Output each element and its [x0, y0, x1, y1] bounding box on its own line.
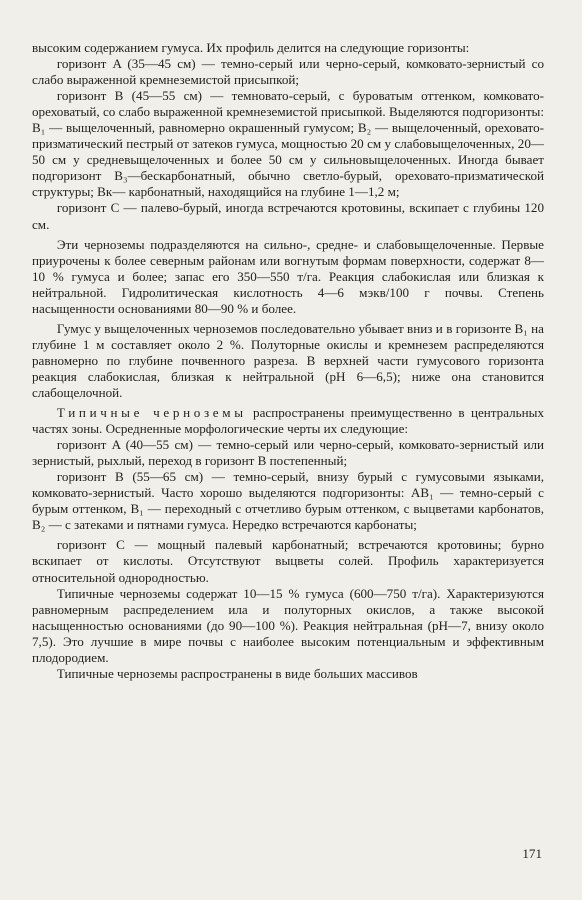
paragraph-typical-horizon-b: горизонт B (55—65 см) — темно-серый, внизу бурый с гумусовыми языками, комковато-зернистый. Часто хорошо выделяются подгоризонты: AB₁ — темно-серый с бурым оттенком, B₁ — переходный с отчетливо бурым оттенком, с выцветами карбонатов, B₂ — с затеками и пятнами гумуса. Нередко встречаются карбонаты; — [32, 469, 544, 533]
paragraph-typical-humus: Типичные черноземы содержат 10—15 % гумуса (600—750 т/га). Характеризуются равномерным распределением ила и полуторных окислов, а также высокой насыщенностью основаниями (до 90—100 %). Реакция нейтральная (pH—7, внизу около 7,5). Это лучшие в мире почвы с наиболее высоким потенциальным и эффективным плодородием. — [32, 585, 544, 665]
paragraph-horizon-a: горизонт A (35—45 см) — темно-серый или черно-серый, комковато-зернистый со слабо выраженной кремнеземистой присыпкой; — [32, 56, 544, 88]
paragraph-subdivision: Эти черноземы подразделяются на сильно-, средне- и слабовыщелоченные. Первые приурочены к более северным районам или вогнутым формам поверхности, содержат 8—10 % гумуса и более; запас его 350—550 т/га. Реакция слабокислая или близкая к нейтральной. Гидролитическая кислотность 4—6 мэкв/100 г почвы. Степень насыщенности основаниями 80—90 % и более. — [32, 236, 544, 316]
paragraph-typical-horizon-a: горизонт A (40—55 см) — темно-серый или черно-серый, комковато-зернистый или зернистый, рыхлый, переход в горизонт B постепенный; — [32, 437, 544, 469]
paragraph-horizon-b: горизонт B (45—55 см) — темновато-серый, с буроватым оттенком, комковато-ореховатый, со слабо выраженной кремнеземистой присыпкой. Выделяются подгоризонты: B₁ — выщелоченный, равномерно окрашенный гумусом; B₂ — выщелоченный, ореховато-призматический пестрый от затеков гумуса, мощностью 20 см у слабовыщелоченных, 20—50 см у средневыщелоченных и более 50 см у сильновыщелоченных. Иногда бывает подгоризонт B₃—бескарбонатный, обычно светло-бурый, ореховато-призматической структуры; Bк— карбонатный, находящийся на глубине 1—1,2 м; — [32, 88, 544, 200]
paragraph-horizon-c: горизонт C — палево-бурый, иногда встречаются кротовины, вскипает с глубины 120 см. — [32, 200, 544, 232]
paragraph-typical-horizon-c: горизонт C — мощный палевый карбонатный; встречаются кротовины; бурно вскипает от кислоты. Отсутствуют выцветы солей. Профиль характеризуется относительной однородностью. — [32, 537, 544, 585]
paragraph-continuation: высоким содержанием гумуса. Их профиль делится на следующие горизонты: — [32, 40, 470, 55]
body-text — [32, 40, 544, 682]
spaced-heading: Типичные черноземы — [56, 405, 247, 421]
paragraph-typical-text: распространены преимущественно в центральных частях зоны. Осредненные морфологические черты их следующие: — [32, 405, 544, 437]
page-number: 171 — [522, 846, 542, 861]
paragraph-typical-distribution: Типичные черноземы распространены в виде больших массивов — [56, 665, 418, 681]
paragraph-typical-chernozems — [32, 405, 544, 437]
paragraph-humus: Гумус у выщелоченных черноземов последовательно убывает вниз и в горизонте B₁ на глубине 1 м составляет около 2 %. Полуторные окислы и кремнезем распределяются равномерно по глубине почвенного разреза. В верхней части гумусового горизонта реакция слабокислая, близкая к нейтральной (pH 6—6,5); ниже она становится слабощелочной. — [32, 320, 544, 400]
